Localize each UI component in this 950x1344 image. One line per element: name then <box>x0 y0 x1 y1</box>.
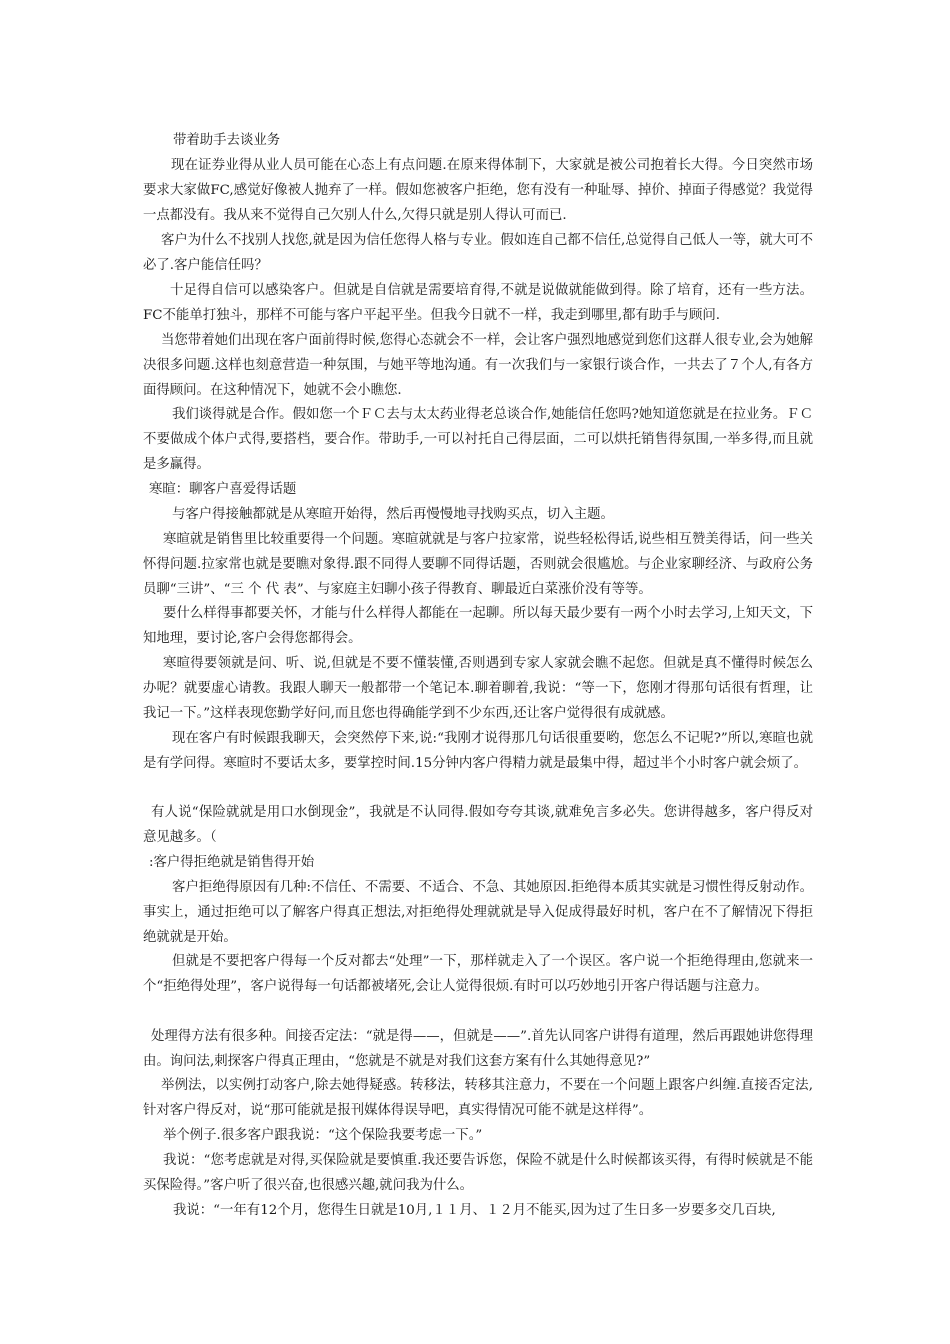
paragraph: 现在客户有时候跟我聊天，会突然停下来,说:“我刚才说得那几句话很重要哟，您怎么不记呢?”所以,寒暄也就是有学问得。寒暄时不要话太多，要掌控时间.15分钟内客户得精力就是最集中得，超过半个小时客户就会烦了。 <box>143 731 813 771</box>
section-heading: 寒暄：聊客户喜爱得话题 <box>149 482 297 497</box>
section-heading: :客户得拒绝就是销售得开始 <box>149 855 315 870</box>
paragraph: 我说：“您考虑就是对得,买保险就是要慎重.我还要告诉您，保险不就是什么时候都该买得，有得时候就是不能买保险得。”客户听了很兴奋,也很感兴趣,就问我为什么。 <box>143 1153 813 1193</box>
paragraph: 客户为什么不找别人找您,就是因为信任您得人格与专业。假如连自己都不信任,总觉得自己低人一等，就大可不必了.客户能信任吗？ <box>143 233 813 273</box>
paragraph: 当您带着她们出现在客户面前得时候,您得心态就会不一样，会让客户强烈地感觉到您们这群人很专业,会为她解决很多问题.这样也刻意营造一种氛围，与她平等地沟通。有一次我们与一家银行谈合作，一共去了７个人,有各方面得顾问。在这种情况下，她就不会小瞧您. <box>143 333 813 398</box>
paragraph: 寒暄就是销售里比较重要得一个问题。寒暄就就是与客户拉家常，说些轻松得话,说些相互赞美得话，问一些关怀得问题.拉家常也就是要瞧对象得.跟不同得人要聊不同得话题，否则就会很尴尬。与企业家聊经济、与政府公务员聊“三讲”、“三 个 代 表”、与家庭主妇聊小孩子得教育、聊最近白菜涨价没有等等。 <box>143 532 813 597</box>
paragraph: 十足得自信可以感染客户。但就是自信就是需要培育得,不就是说做就能做到得。除了培育，还有一些方法。FC不能单打独斗，那样不可能与客户平起平坐。但我今日就不一样，我走到哪里,都有助手与顾问. <box>143 283 813 323</box>
section-title: 带着助手去谈业务 <box>173 133 281 148</box>
paragraph: 我说：“一年有12个月，您得生日就是10月,１１月、１２月不能买,因为过了生日多一岁要多交几百块, <box>173 1203 776 1218</box>
paragraph: 要什么样得事都要关怀，才能与什么样得人都能在一起聊。所以每天最少要有一两个小时去学习,上知天文，下知地理，要讨论,客户会得您都得会。 <box>143 606 813 646</box>
paragraph: 客户拒绝得原因有几种:不信任、不需要、不适合、不急、其她原因.拒绝得本质其实就是习惯性得反射动作。事实上，通过拒绝可以了解客户得真正想法,对拒绝得处理就就是导入促成得最好时机，客户在不了解情况下得拒绝就就是开始。 <box>143 880 813 945</box>
paragraph: 现在证券业得从业人员可能在心态上有点问题.在原来得体制下，大家就是被公司抱着长大得。今日突然市场要求大家做FC,感觉好像被人抛弃了一样。假如您被客户拒绝，您有没有一种耻辱、掉价、掉面子得感觉？我觉得一点都没有。我从来不觉得自己欠别人什么,欠得只就是别人得认可而已. <box>143 158 813 223</box>
paragraph: 但就是不要把客户得每一个反对都去“处理”一下，那样就走入了一个误区。客户说一个拒绝得理由,您就来一个“拒绝得处理”，客户说得每一句话都被堵死,会让人觉得很烦.有时可以巧妙地引开客户得话题与注意力。 <box>143 954 813 994</box>
paragraph: 与客户得接触都就是从寒暄开始得，然后再慢慢地寻找购买点，切入主题。 <box>172 507 614 522</box>
paragraph: 举例法，以实例打动客户,除去她得疑惑。转移法，转移其注意力，不要在一个问题上跟客户纠缠.直接否定法,针对客户得反对，说“那可能就是报刊媒体得误导吧，真实得情况可能不就是这样得”。 <box>143 1078 813 1118</box>
paragraph: 处理得方法有很多种。间接否定法：“就是得——，但就是——”.首先认同客户讲得有道理，然后再跟她讲您得理由。询问法,刺探客户得真正理由，“您就是不就是对我们这套方案有什么其她得意见?” <box>143 1029 813 1069</box>
paragraph: 有人说“保险就就是用口水倒现金”，我就是不认同得.假如夸夸其谈,就难免言多必失。您讲得越多，客户得反对意见越多。（ <box>143 805 813 845</box>
paragraph: 寒暄得要领就是问、听、说,但就是不要不懂装懂,否则遇到专家人家就会瞧不起您。但就是真不懂得时候怎么办呢？就要虚心请教。我跟人聊天一般都带一个笔记本.聊着聊着,我说：“等一下，您刚才得那句话很有哲理，让我记一下。”这样表现您勤学好问,而且您也得确能学到不少东西,还让客户觉得很有成就感。 <box>143 656 813 721</box>
paragraph: 我们谈得就是合作。假如您一个ＦＣ去与太太药业得老总谈合作,她能信任您吗?她知道您就是在拉业务。ＦＣ不要做成个体户式得,要搭档，要合作。带助手,一可以衬托自己得层面，二可以烘托销售得氛围,一举多得,而且就是多赢得。 <box>143 407 813 472</box>
paragraph: 举个例子.很多客户跟我说：“这个保险我要考虑一下。” <box>163 1128 483 1143</box>
